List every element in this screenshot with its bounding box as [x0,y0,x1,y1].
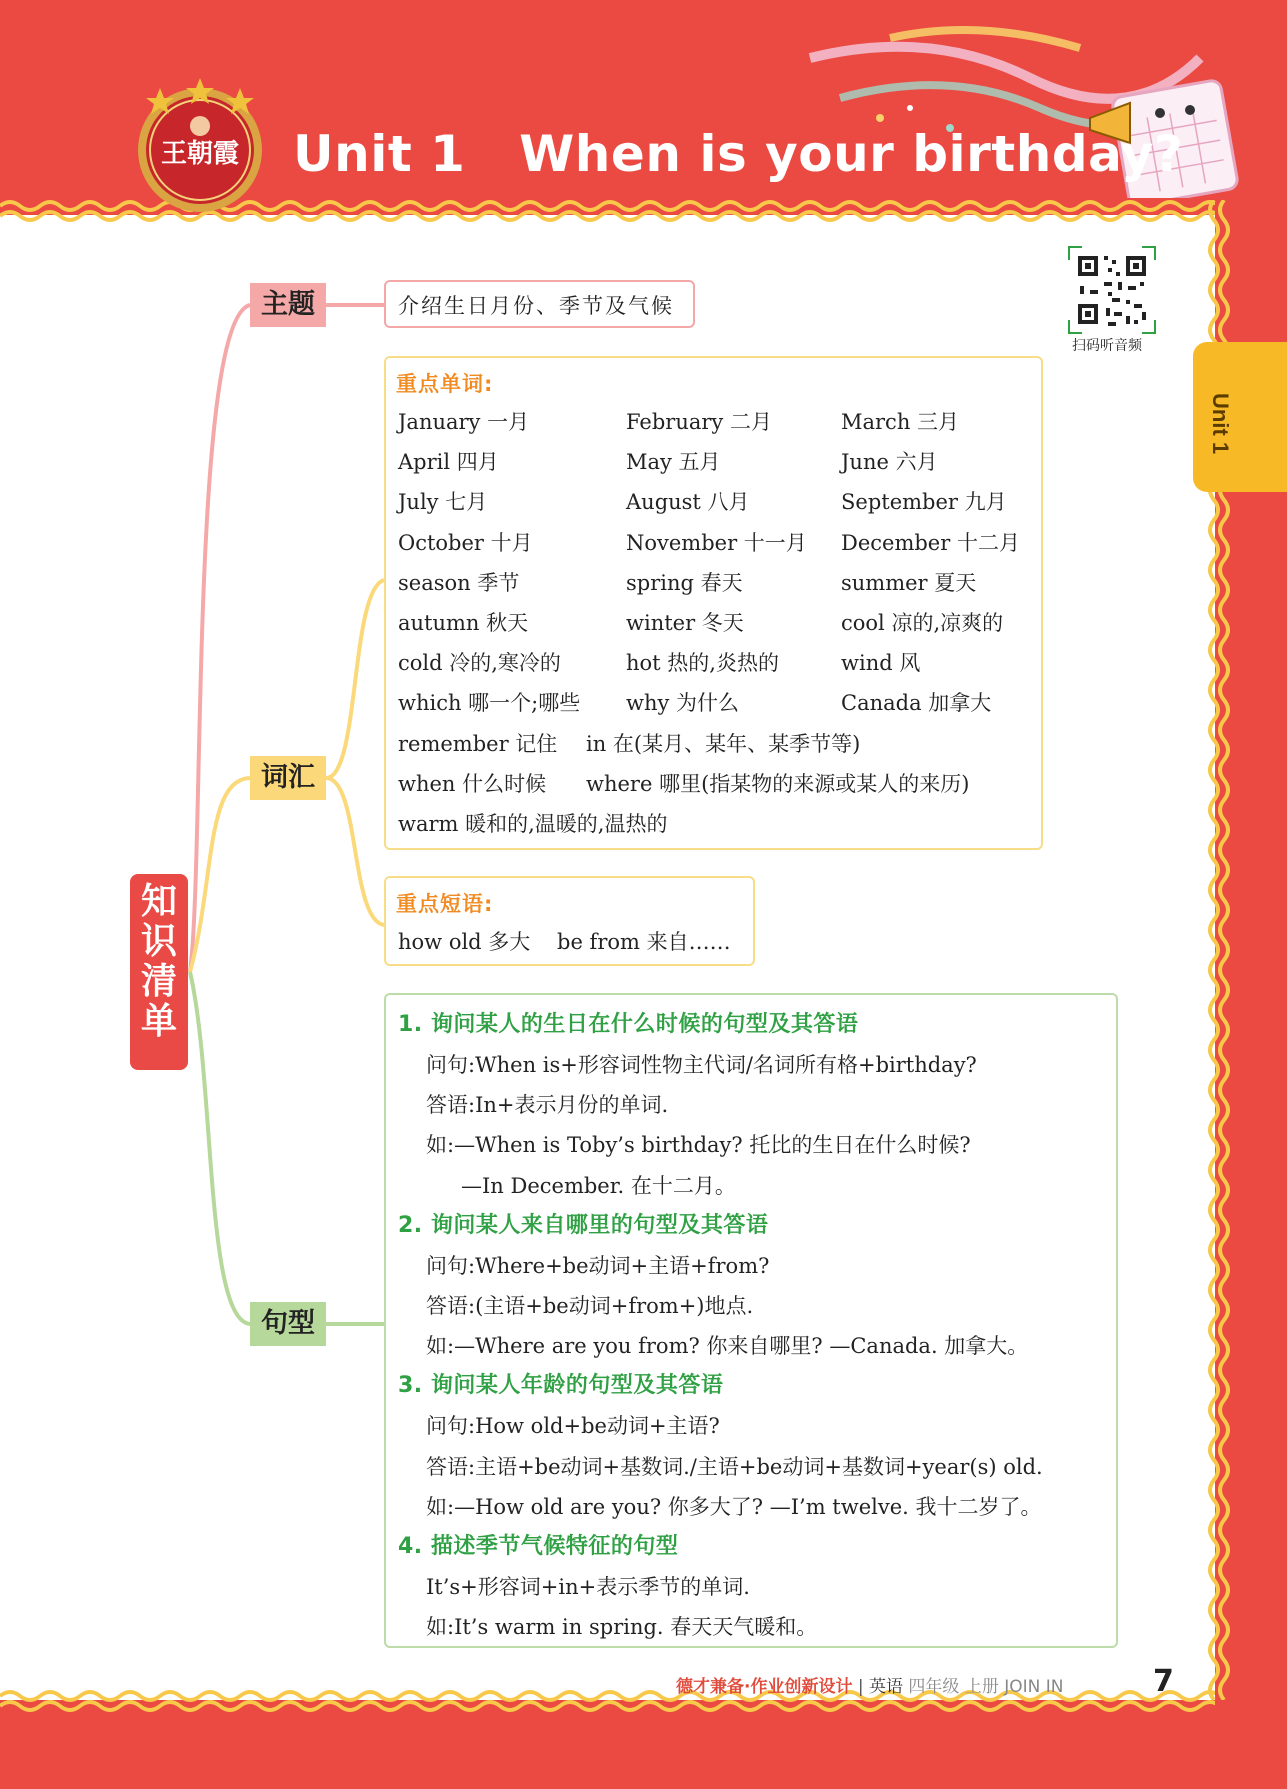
branch-theme: 主题 [250,283,326,327]
pattern-title: 4. 描述季节气候特征的句型 [398,1533,679,1559]
vocab-item: wind 风 [841,651,921,676]
vocab-item: July 七月 [398,490,488,515]
vocab-item: spring 春天 [626,570,743,595]
vocab-item: why 为什么 [626,691,740,716]
pattern-line: 问句:When is+形容词性物主代词/名词所有格+birthday? [426,1053,977,1077]
vocab-item: September 九月 [841,490,1007,515]
root-char: 单 [140,1001,177,1042]
pattern-line: 问句:How old+be动词+主语? [426,1414,720,1439]
vocab-item: May 五月 [626,450,721,475]
vocab-item: January 一月 [398,410,530,434]
theme-box [384,280,695,328]
footer-grade: 四年级 [908,1677,960,1697]
pattern-line: 答语:主语+be动词+基数词./主语+be动词+基数词+year(s) old. [426,1454,1043,1479]
pattern-line: 如:—When is Toby’s birthday? 托比的生日在什么时候? [426,1133,971,1158]
mindmap-root-knowledge-list [130,874,188,1070]
vocab-row [396,764,1031,804]
vocab-item: in 在(某月、某年、某季节等) [586,731,861,756]
vocab-item: February 二月 [626,410,772,434]
vocab-row [396,804,1031,844]
page-footer [676,1672,1064,1697]
page-title: Unit 1 When is your birthday? [293,125,1184,183]
pattern-line: 如:—How old are you? 你多大了? —I’m twelve. 我十二岁了。 [426,1494,1042,1519]
pattern-line: 如:—Where are you from? 你来自哪里? —Canada. 加拿大。 [426,1334,1029,1359]
vocab-row [396,724,1031,764]
vocab-row [396,442,1031,482]
vocab-item: December 十二月 [841,530,1020,555]
key-phrases-heading: 重点短语: [396,892,494,916]
pattern-line: It’s+形容词+in+表示季节的单词. [426,1574,750,1599]
vocab-item: when 什么时候 [398,771,547,796]
vocab-row [396,402,1031,442]
vocab-item: remember 记住 [398,731,558,756]
pattern-title: 2. 询问某人来自哪里的句型及其答语 [398,1212,769,1238]
sentence-patterns-box [384,993,1118,1648]
vocab-item: cool 凉的,凉爽的 [841,610,1004,635]
qr-caption: 扫码听音频 [1072,338,1142,354]
vocab-row [396,683,1031,723]
footer-series: 德才兼备·作业创新设计 [676,1677,853,1697]
pattern-title: 3. 询问某人年龄的句型及其答语 [398,1373,724,1399]
vocab-item: hot 热的,炎热的 [626,651,779,676]
branch-vocabulary: 词汇 [250,756,326,800]
vocab-item: March 三月 [841,410,960,434]
vocab-item: warm 暖和的,温暖的,温热的 [398,811,668,836]
vocab-item: October 十月 [398,530,533,555]
vocab-item: summer 夏天 [841,570,977,595]
qr-code[interactable] [1068,246,1156,334]
vocab-row [396,563,1031,603]
key-words-heading: 重点单词: [396,372,494,396]
vocab-item: April 四月 [398,450,499,475]
root-char: 识 [140,921,177,962]
vocab-row [396,643,1031,683]
unit-side-tab-label: Unit 1 [1208,393,1233,455]
key-phrases-box [384,876,755,966]
pattern-line: 问句:Where+be动词+主语+from? [426,1253,770,1278]
footer-divider: | [852,1677,870,1697]
root-char: 清 [140,961,177,1002]
pattern-line: 如:It’s warm in spring. 春天天气暖和。 [426,1615,818,1640]
vocab-row [396,482,1031,522]
vocab-item: where 哪里(指某物的来源或某人的来历) [586,771,970,796]
vocab-item: June 六月 [841,450,938,475]
pattern-line: —In December. 在十二月。 [461,1173,736,1198]
footer-volume: 上册 [964,1677,999,1697]
vocab-item: November 十一月 [626,530,807,555]
vocab-item: Canada 加拿大 [841,691,992,716]
key-words-box [384,356,1043,850]
footer-edition: JOIN IN [1004,1677,1064,1697]
vocab-item: season 季节 [398,570,520,595]
theme-text: 介绍生日月份、季节及气候 [398,294,674,318]
pattern-line: 答语:(主语+be动词+from+)地点. [426,1293,754,1318]
footer-subject: 英语 [869,1677,904,1697]
vocab-item: cold 冷的,寒冷的 [398,651,561,676]
vocab-item: winter 冬天 [626,610,744,635]
vocab-row [396,603,1031,643]
root-char: 知 [140,881,177,922]
pattern-title: 1. 询问某人的生日在什么时候的句型及其答语 [398,1012,859,1037]
phrase-line: how old 多大 be from 来自…… [398,930,731,954]
logo-text: 王朝霞 [160,139,239,169]
vocab-item: which 哪一个;哪些 [398,691,581,716]
vocab-item: autumn 秋天 [398,610,529,635]
key-words-grid [396,402,1031,844]
vocab-item: August 八月 [626,490,750,515]
page-number: 7 [1153,1664,1174,1699]
pattern-line: 答语:In+表示月份的单词. [426,1093,669,1118]
vocab-row [396,523,1031,563]
branch-sentence-patterns: 句型 [250,1302,326,1346]
